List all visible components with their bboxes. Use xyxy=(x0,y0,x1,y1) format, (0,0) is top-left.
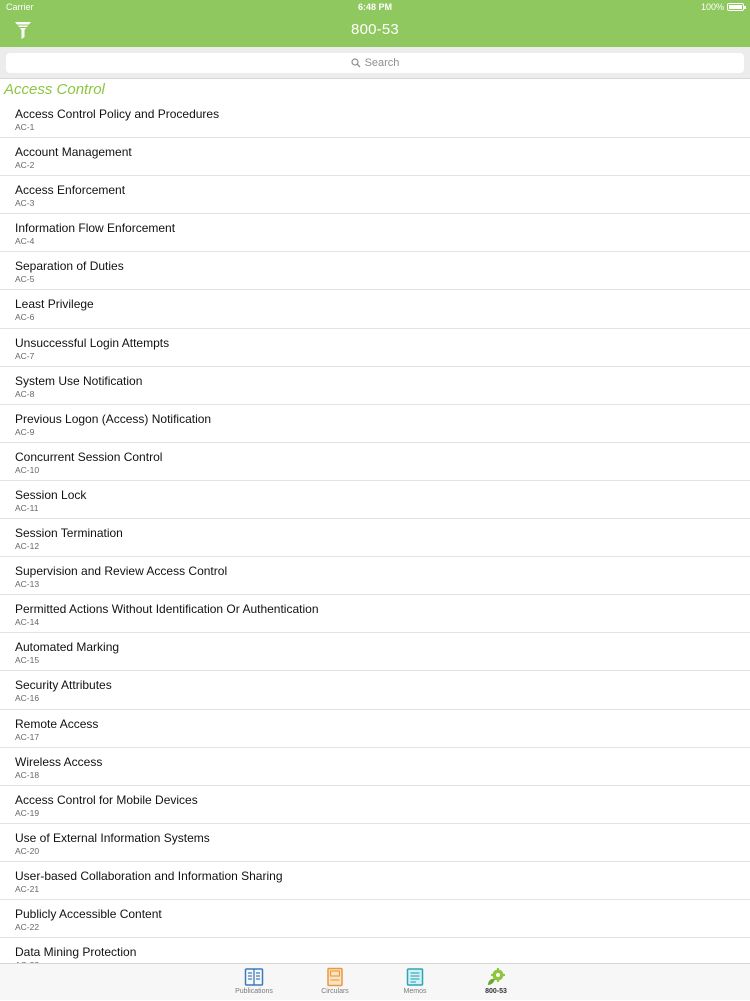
list-item-code: AC-18 xyxy=(15,769,40,780)
list-item-title: Concurrent Session Control xyxy=(15,449,163,464)
battery-icon xyxy=(727,3,744,11)
list-item-title: Permitted Actions Without Identification Or Authentication xyxy=(15,602,319,617)
tab-label: 800-53 xyxy=(485,988,507,995)
status-time: 6:48 PM xyxy=(357,2,392,12)
list-item[interactable] xyxy=(0,595,750,633)
list-item[interactable] xyxy=(0,214,750,252)
list-item-title: Separation of Duties xyxy=(15,259,124,274)
list-item[interactable] xyxy=(0,557,750,595)
tab-circulars[interactable] xyxy=(295,964,375,1001)
list-item-title: Session Termination xyxy=(15,526,123,541)
search-icon xyxy=(351,58,361,68)
list-item-code: AC-5 xyxy=(15,274,35,285)
list-item-code: AC-12 xyxy=(15,541,40,552)
list-item-code: AC-11 xyxy=(15,502,39,513)
list-item[interactable] xyxy=(0,671,750,709)
list-item[interactable] xyxy=(0,824,750,862)
list-item-title: Data Mining Protection xyxy=(15,945,137,960)
list-item-title: Automated Marking xyxy=(15,640,120,655)
tab-800-53[interactable] xyxy=(456,964,536,1001)
list-item-title: Information Flow Enforcement xyxy=(15,221,176,236)
list-item-title: Session Lock xyxy=(15,487,87,502)
list-item[interactable] xyxy=(0,443,750,481)
list-item-code: AC-17 xyxy=(15,731,40,742)
battery-percent: 100% xyxy=(700,2,724,12)
list-item-code: AC-20 xyxy=(15,845,40,856)
list-item-title: Previous Logon (Access) Notification xyxy=(15,411,212,426)
list-item-title: Supervision and Review Access Control xyxy=(15,564,228,579)
search-input[interactable] xyxy=(6,53,744,73)
list-item[interactable] xyxy=(0,900,750,938)
list-item-title: System Use Notification xyxy=(15,373,143,388)
search-bar xyxy=(0,47,750,79)
tab-label: Circulars xyxy=(321,988,349,995)
list-item[interactable] xyxy=(0,367,750,405)
list-item-code: AC-15 xyxy=(15,655,40,666)
page-title: 800-53 xyxy=(351,21,399,38)
list-item-title: Use of External Information Systems xyxy=(15,830,210,845)
list-item[interactable] xyxy=(0,748,750,786)
list-item-code: AC-1 xyxy=(15,122,35,132)
list-item[interactable] xyxy=(0,405,750,443)
list-item-code: AC-22 xyxy=(15,921,40,932)
list-item[interactable] xyxy=(0,519,750,557)
list-item-title: Publicly Accessible Content xyxy=(15,906,162,921)
list-item-code: AC-8 xyxy=(15,388,35,399)
list-item-title: Least Privilege xyxy=(15,297,94,312)
list-item-code: AC-7 xyxy=(15,350,35,361)
list-item-code: AC-19 xyxy=(15,807,40,818)
list-item[interactable] xyxy=(0,786,750,824)
tab-label: Memos xyxy=(403,988,427,995)
list-item-title: Wireless Access xyxy=(15,754,103,769)
list-item-title: Remote Access xyxy=(15,716,99,731)
section-title: Access Control xyxy=(4,81,105,98)
status-bar xyxy=(0,0,750,14)
list-item-title: User-based Collaboration and Information Sharing xyxy=(15,868,283,883)
search-placeholder: Search xyxy=(364,57,400,69)
list-item-code: AC-13 xyxy=(15,579,40,590)
list-item-code: AC-4 xyxy=(15,236,35,247)
list-item[interactable] xyxy=(0,862,750,900)
memos-icon xyxy=(405,967,425,987)
tab-label: Publications xyxy=(235,988,273,995)
list-item-code: AC-10 xyxy=(15,464,40,475)
gear-leaf-icon xyxy=(486,967,506,987)
list-item-title: Access Control for Mobile Devices xyxy=(15,792,198,807)
list-item[interactable] xyxy=(0,138,750,176)
list-item-code: AC-2 xyxy=(15,160,35,171)
list-item[interactable] xyxy=(0,290,750,328)
control-list xyxy=(0,100,750,963)
list-item-code: AC-9 xyxy=(15,426,35,437)
list-item-code: AC-16 xyxy=(15,693,40,704)
list-item-title: Access Control Policy and Procedures xyxy=(15,107,220,121)
list-item-title: Security Attributes xyxy=(15,678,112,693)
list-item-title: Access Enforcement xyxy=(15,183,126,198)
list-item[interactable] xyxy=(0,329,750,367)
publications-icon xyxy=(244,967,264,987)
list-item-title: Account Management xyxy=(15,145,132,160)
list-item-code: AC-14 xyxy=(15,617,40,628)
list-item-code: AC-21 xyxy=(15,883,40,894)
list-item[interactable] xyxy=(0,633,750,671)
circulars-icon xyxy=(325,967,345,987)
list-item-code: AC-3 xyxy=(15,198,35,209)
tab-bar xyxy=(0,963,750,1000)
list-item[interactable] xyxy=(0,710,750,748)
carrier-label: Carrier xyxy=(6,2,34,12)
list-item[interactable] xyxy=(0,252,750,290)
tab-publications[interactable] xyxy=(214,964,294,1001)
list-item-title: Unsuccessful Login Attempts xyxy=(15,335,170,350)
list-item[interactable] xyxy=(0,481,750,519)
list-item-code: AC-6 xyxy=(15,312,35,323)
tab-memos[interactable] xyxy=(375,964,455,1001)
nav-bar xyxy=(0,0,750,47)
list-item[interactable] xyxy=(0,100,750,138)
list-item[interactable] xyxy=(0,176,750,214)
